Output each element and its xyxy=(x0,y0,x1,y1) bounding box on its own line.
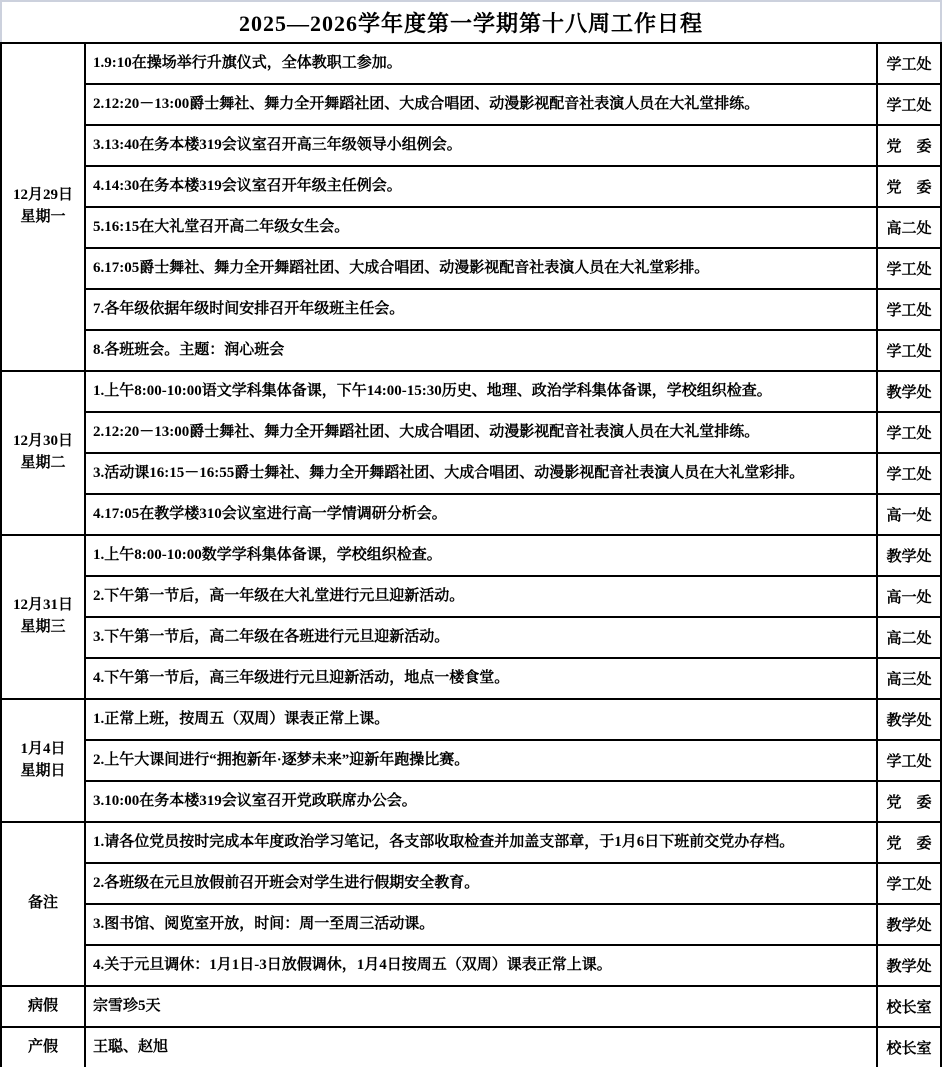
dept-cell: 学工处 xyxy=(877,863,941,904)
dept-cell: 学工处 xyxy=(877,412,941,453)
date-line: 星期一 xyxy=(20,209,66,225)
dept-cell: 学工处 xyxy=(877,453,941,494)
dept-cell: 学工处 xyxy=(877,740,941,781)
schedule-row xyxy=(1,658,941,699)
schedule-row xyxy=(1,166,941,207)
schedule-row xyxy=(1,125,941,166)
task-cell: 3.图书馆、阅览室开放，时间：周一至周三活动课。 xyxy=(85,904,877,945)
dept-cell: 教学处 xyxy=(877,535,941,576)
task-cell: 1.请各位党员按时完成本年度政治学习笔记，各支部收取检查并加盖支部章，于1月6日下班前交党办存档。 xyxy=(85,822,877,863)
date-cell xyxy=(1,986,85,1027)
date-line: 1月4日 xyxy=(20,740,66,757)
schedule-row xyxy=(1,781,941,822)
dept-cell: 教学处 xyxy=(877,371,941,412)
dept-cell: 高二处 xyxy=(877,617,941,658)
dept-cell: 校长室 xyxy=(877,1027,941,1067)
dept-cell: 党 委 xyxy=(877,166,941,207)
task-cell: 4.下午第一节后，高三年级进行元旦迎新活动，地点一楼食堂。 xyxy=(85,658,877,699)
date-cell xyxy=(1,535,85,699)
schedule-row xyxy=(1,1027,941,1067)
date-line: 星期二 xyxy=(20,455,66,471)
date-line: 星期三 xyxy=(20,619,66,635)
task-cell: 4.17:05在教学楼310会议室进行高一学情调研分析会。 xyxy=(85,494,877,535)
schedule-row xyxy=(1,453,941,494)
task-cell: 3.10:00在务本楼319会议室召开党政联席办公会。 xyxy=(85,781,877,822)
date-cell xyxy=(1,699,85,822)
schedule-row xyxy=(1,740,941,781)
schedule-row xyxy=(1,412,941,453)
dept-cell: 高一处 xyxy=(877,576,941,617)
dept-cell: 学工处 xyxy=(877,248,941,289)
task-cell: 2.各班级在元旦放假前召开班会对学生进行假期安全教育。 xyxy=(85,863,877,904)
task-cell: 3.活动课16:15－16:55爵士舞社、舞力全开舞蹈社团、大成合唱团、动漫影视配音社表演人员在大礼堂彩排。 xyxy=(85,453,877,494)
schedule-row xyxy=(1,84,941,125)
task-cell: 3.下午第一节后，高二年级在各班进行元旦迎新活动。 xyxy=(85,617,877,658)
task-cell: 1.9:10在操场举行升旗仪式，全体教职工参加。 xyxy=(85,43,877,84)
date-line: 备注 xyxy=(27,895,58,912)
date-line: 产假 xyxy=(27,1038,58,1055)
dept-cell: 教学处 xyxy=(877,699,941,740)
dept-cell: 教学处 xyxy=(877,945,941,986)
task-cell: 王聪、赵旭 xyxy=(85,1027,877,1067)
task-cell: 2.12:20－13:00爵士舞社、舞力全开舞蹈社团、大成合唱团、动漫影视配音社表演人员在大礼堂排练。 xyxy=(85,412,877,453)
task-cell: 8.各班班会。主题：润心班会 xyxy=(85,330,877,371)
date-cell xyxy=(1,43,85,371)
schedule-row xyxy=(1,986,941,1027)
schedule-row xyxy=(1,43,941,84)
task-cell: 1.上午8:00-10:00语文学科集体备课，下午14:00-15:30历史、地理、政治学科集体备课，学校组织检查。 xyxy=(85,371,877,412)
task-cell: 5.16:15在大礼堂召开高二年级女生会。 xyxy=(85,207,877,248)
dept-cell: 高一处 xyxy=(877,494,941,535)
schedule-body xyxy=(1,43,941,1067)
task-cell: 3.13:40在务本楼319会议室召开高三年级领导小组例会。 xyxy=(85,125,877,166)
dept-cell: 党 委 xyxy=(877,822,941,863)
date-cell xyxy=(1,1027,85,1067)
schedule-row xyxy=(1,248,941,289)
dept-cell: 学工处 xyxy=(877,330,941,371)
task-cell: 7.各年级依据年级时间安排召开年级班主任会。 xyxy=(85,289,877,330)
date-line: 12月31日 xyxy=(12,597,73,614)
schedule-row xyxy=(1,863,941,904)
dept-cell: 教学处 xyxy=(877,904,941,945)
date-cell xyxy=(1,822,85,986)
dept-cell: 校长室 xyxy=(877,986,941,1027)
dept-cell: 学工处 xyxy=(877,289,941,330)
schedule-row xyxy=(1,494,941,535)
task-cell: 6.17:05爵士舞社、舞力全开舞蹈社团、大成合唱团、动漫影视配音社表演人员在大礼堂彩排。 xyxy=(85,248,877,289)
task-cell: 1.上午8:00-10:00数学学科集体备课，学校组织检查。 xyxy=(85,535,877,576)
schedule-table xyxy=(0,42,942,1067)
dept-cell: 高三处 xyxy=(877,658,941,699)
schedule-row xyxy=(1,535,941,576)
task-cell: 宗雪珍5天 xyxy=(85,986,877,1027)
schedule-row xyxy=(1,330,941,371)
page-title: 2025—2026学年度第一学期第十八周工作日程 xyxy=(0,0,942,42)
task-cell: 1.正常上班，按周五（双周）课表正常上课。 xyxy=(85,699,877,740)
task-cell: 4.关于元旦调休：1月1日-3日放假调休，1月4日按周五（双周）课表正常上课。 xyxy=(85,945,877,986)
dept-cell: 高二处 xyxy=(877,207,941,248)
schedule-row xyxy=(1,904,941,945)
task-cell: 4.14:30在务本楼319会议室召开年级主任例会。 xyxy=(85,166,877,207)
dept-cell: 学工处 xyxy=(877,84,941,125)
schedule-row xyxy=(1,371,941,412)
task-cell: 2.12:20－13:00爵士舞社、舞力全开舞蹈社团、大成合唱团、动漫影视配音社表演人员在大礼堂排练。 xyxy=(85,84,877,125)
date-line: 12月29日 xyxy=(12,187,73,204)
dept-cell: 党 委 xyxy=(877,125,941,166)
schedule-row xyxy=(1,617,941,658)
schedule-row xyxy=(1,945,941,986)
date-line: 12月30日 xyxy=(12,433,73,450)
date-line: 病假 xyxy=(27,997,58,1014)
schedule-row xyxy=(1,289,941,330)
schedule-row xyxy=(1,822,941,863)
date-line: 星期日 xyxy=(20,762,66,779)
task-cell: 2.下午第一节后，高一年级在大礼堂进行元旦迎新活动。 xyxy=(85,576,877,617)
dept-cell: 党 委 xyxy=(877,781,941,822)
schedule-row xyxy=(1,207,941,248)
schedule-row xyxy=(1,699,941,740)
dept-cell: 学工处 xyxy=(877,43,941,84)
schedule-row xyxy=(1,576,941,617)
task-cell: 2.上午大课间进行“拥抱新年·逐梦未来”迎新年跑操比赛。 xyxy=(85,740,877,781)
date-cell xyxy=(1,371,85,535)
